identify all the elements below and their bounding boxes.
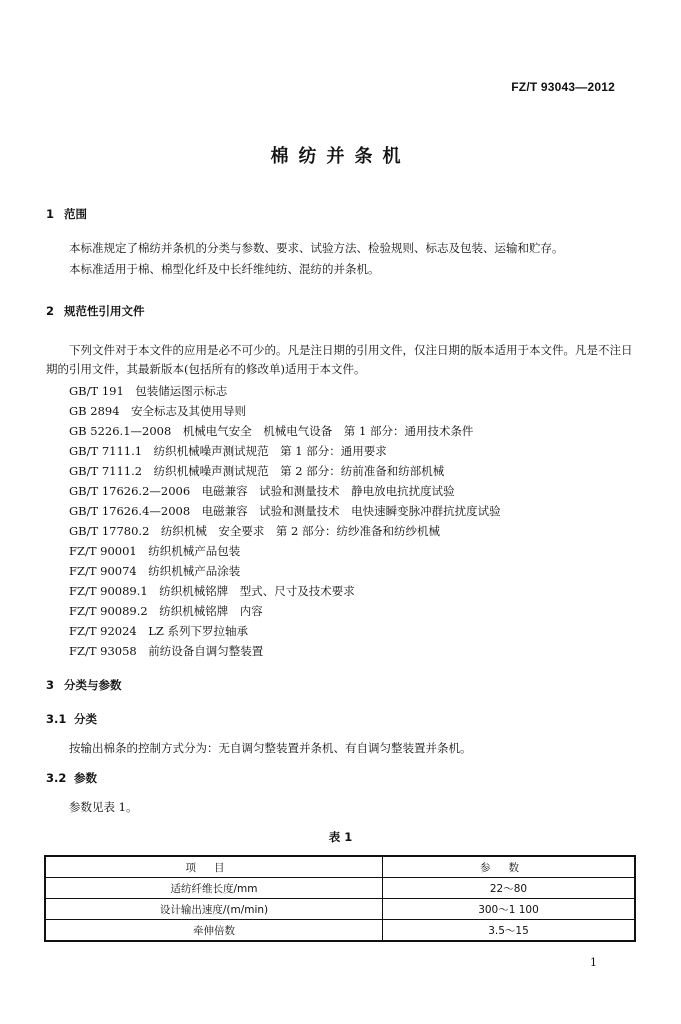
reference-title: 纺织机械 安全要求 第 2 部分：纺纱准备和纺纱机械 (160, 524, 441, 538)
section-3-heading (46, 677, 122, 693)
section-2-heading (46, 303, 145, 319)
reference-title: LZ 系列下罗拉轴承 (148, 624, 249, 638)
reference-item (69, 641, 501, 661)
reference-code: GB 2894 (69, 404, 120, 418)
section-1-paragraph-1: 本标准规定了棉纺并条机的分类与参数、要求、试验方法、检验规则、标志及包装、运输和贮存。 (69, 241, 564, 255)
section-number: 3.1 (46, 712, 67, 726)
reference-code: GB 5226.1—2008 (69, 424, 172, 438)
reference-item (69, 601, 501, 621)
reference-item (69, 501, 501, 521)
reference-item (69, 581, 501, 601)
table-header-item: 项目 (45, 856, 383, 878)
reference-title: 电磁兼容 试验和测量技术 电快速瞬变脉冲群抗扰度试验 (201, 504, 501, 518)
reference-title: 纺织机械噪声测试规范 第 1 部分：通用要求 (153, 444, 387, 458)
section-1-paragraph-2: 本标准适用于棉、棉型化纤及中长纤维纯纺、混纺的并条机。 (69, 262, 380, 276)
table-row (45, 899, 635, 920)
reference-item (69, 441, 501, 461)
reference-code: GB/T 7111.2 (69, 464, 143, 478)
table-cell-item: 牵伸倍数 (45, 920, 383, 942)
section-2-intro: 下列文件对于本文件的应用是必不可少的。凡是注日期的引用文件，仅注日期的版本适用于本文件。凡是不注日期的引用文件，其最新版本(包括所有的修改单)适用于本文件。 (46, 343, 633, 376)
reference-title: 纺织机械产品包装 (148, 544, 241, 558)
section-title: 参数 (74, 771, 97, 785)
table-cell-value: 22～80 (383, 878, 636, 899)
reference-code: FZ/T 90089.1 (69, 584, 148, 598)
table-header-row (45, 856, 635, 878)
reference-title: 纺织机械铭牌 型式、尺寸及技术要求 (159, 584, 355, 598)
reference-item (69, 561, 501, 581)
reference-code: FZ/T 93058 (69, 644, 137, 658)
reference-code: FZ/T 90074 (69, 564, 137, 578)
reference-title: 纺织机械噪声测试规范 第 2 部分：纺前准备和纺部机械 (153, 464, 445, 478)
table-row (45, 878, 635, 899)
reference-title: 前纺设备自调匀整装置 (148, 644, 264, 658)
reference-item (69, 481, 501, 501)
table-caption: 表 1 (328, 830, 353, 844)
section-number: 3 (46, 678, 55, 692)
document-title: 棉纺并条机 (270, 146, 411, 167)
reference-title: 安全标志及其使用导则 (131, 404, 247, 418)
table-row (45, 920, 635, 942)
reference-code: FZ/T 92024 (69, 624, 137, 638)
reference-item (69, 421, 501, 441)
reference-code: GB/T 7111.1 (69, 444, 143, 458)
section-number: 1 (46, 207, 55, 221)
document-id: FZ/T 93043—2012 (511, 80, 615, 94)
table-cell-item: 适纺纤维长度/mm (45, 878, 383, 899)
section-3-2-text: 参数见表 1。 (69, 800, 138, 814)
section-title: 分类 (74, 712, 97, 726)
reference-item (69, 381, 501, 401)
reference-item (69, 621, 501, 641)
reference-title: 包装储运图示标志 (135, 384, 228, 398)
reference-title: 纺织机械铭牌 内容 (159, 604, 263, 618)
section-title: 分类与参数 (64, 678, 122, 692)
reference-code: GB/T 17626.2—2006 (69, 484, 191, 498)
reference-code: GB/T 17780.2 (69, 524, 150, 538)
parameters-table (44, 855, 636, 942)
reference-item (69, 401, 501, 421)
page-number: 1 (590, 956, 597, 969)
section-3-1-heading (46, 711, 97, 727)
section-3-2-heading (46, 770, 97, 786)
section-3-1-text: 按输出棉条的控制方式分为：无自调匀整装置并条机、有自调匀整装置并条机。 (69, 741, 472, 755)
section-title: 规范性引用文件 (64, 304, 145, 318)
table-header-value: 参数 (383, 856, 636, 878)
reference-item (69, 521, 501, 541)
reference-code: FZ/T 90089.2 (69, 604, 148, 618)
reference-code: GB/T 17626.4—2008 (69, 504, 191, 518)
reference-title: 电磁兼容 试验和测量技术 静电放电抗扰度试验 (201, 484, 455, 498)
section-1-heading (46, 206, 87, 222)
reference-title: 纺织机械产品涂装 (148, 564, 241, 578)
reference-code: FZ/T 90001 (69, 544, 137, 558)
reference-list (69, 381, 501, 661)
section-number: 3.2 (46, 771, 67, 785)
section-number: 2 (46, 304, 55, 318)
section-title: 范围 (64, 207, 87, 221)
reference-item (69, 461, 501, 481)
reference-code: GB/T 191 (69, 384, 124, 398)
table-cell-value: 300～1 100 (383, 899, 636, 920)
table-cell-value: 3.5～15 (383, 920, 636, 942)
reference-item (69, 541, 501, 561)
reference-title: 机械电气安全 机械电气设备 第 1 部分：通用技术条件 (182, 424, 474, 438)
table-cell-item: 设计输出速度/(m/min) (45, 899, 383, 920)
